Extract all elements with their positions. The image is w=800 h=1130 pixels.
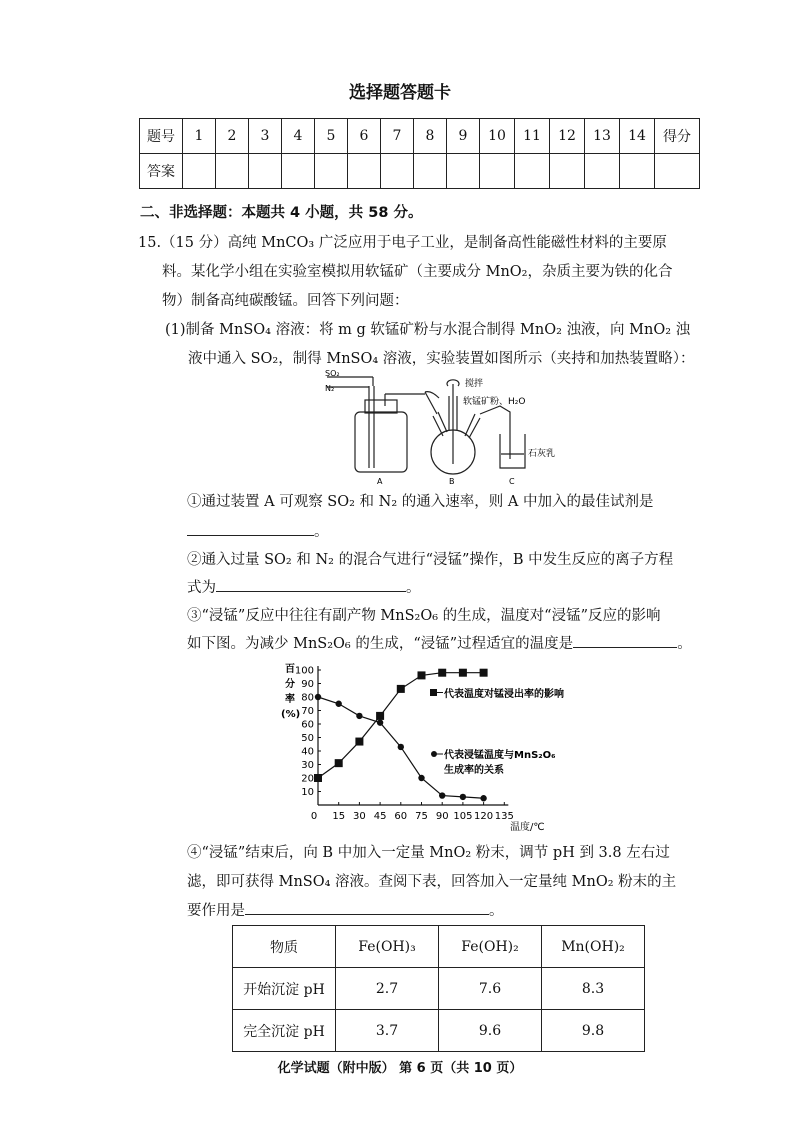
ph-cell: 8.3 bbox=[542, 968, 645, 1010]
x-tick-label: 45 bbox=[373, 811, 387, 822]
n2-label: N₂ bbox=[325, 384, 335, 393]
answer-cell[interactable] bbox=[414, 154, 447, 189]
x-tick-label: 75 bbox=[415, 811, 428, 822]
answer-cell[interactable] bbox=[381, 154, 414, 189]
y-tick-label: 60 bbox=[301, 719, 314, 731]
sub1-line: ①通过装置 A 可观察 SO₂ 和 N₂ 的通入速率，则 A 中加入的最佳试剂是 bbox=[187, 494, 654, 510]
question-number: 4 bbox=[282, 119, 315, 154]
sub1-answer-line bbox=[187, 521, 329, 542]
sub2-prefix: 式为 bbox=[187, 580, 216, 596]
question-number: 12 bbox=[550, 119, 585, 154]
label-b: B bbox=[449, 477, 455, 486]
row-label-answer: 答案 bbox=[140, 154, 183, 189]
answer-cell[interactable] bbox=[348, 154, 381, 189]
sub3-answer-line bbox=[187, 633, 692, 654]
score-cell[interactable] bbox=[655, 154, 700, 189]
data-point-square bbox=[314, 774, 322, 782]
data-point-circle bbox=[315, 694, 321, 700]
y-axis-label-4: (%) bbox=[281, 709, 301, 720]
y-axis-label-2: 分 bbox=[285, 679, 295, 690]
page-footer: 化学试题（附中版） 第 6 页（共 10 页） bbox=[277, 1061, 523, 1076]
question-number: 14 bbox=[620, 119, 655, 154]
label-c: C bbox=[509, 477, 515, 486]
data-point-circle bbox=[336, 701, 342, 707]
data-point-circle bbox=[377, 719, 383, 725]
answer-cell[interactable] bbox=[550, 154, 585, 189]
x-tick-label: 60 bbox=[394, 811, 408, 822]
sub2-answer-line bbox=[187, 577, 421, 598]
data-point-circle bbox=[398, 744, 404, 750]
answer-cell[interactable] bbox=[282, 154, 315, 189]
sub4-line: ④“浸锰”结束后，向 B 中加入一定量 MnO₂ 粉末，调节 pH 到 3.8 左右过 bbox=[187, 845, 670, 861]
answer-cell[interactable] bbox=[515, 154, 550, 189]
row-label-number: 题号 bbox=[140, 119, 183, 154]
question-number: 11 bbox=[515, 119, 550, 154]
q15-intro-line: 料。某化学小组在实验室模拟用软锰矿（主要成分 MnO₂，杂质主要为铁的化合 bbox=[162, 264, 673, 280]
ph-cell: 9.6 bbox=[439, 1010, 542, 1052]
ore-label: 软锰矿粉、H₂O bbox=[463, 397, 526, 407]
x-tick-label: 15 bbox=[332, 811, 346, 822]
sub4-blank[interactable] bbox=[245, 900, 489, 915]
y-tick-label: 70 bbox=[301, 706, 314, 717]
data-point-circle bbox=[418, 775, 424, 781]
answer-cell[interactable] bbox=[447, 154, 480, 189]
x-tick-label: 120 bbox=[474, 811, 494, 822]
data-point-square bbox=[376, 712, 384, 720]
q15-intro-line: 物）制备高纯碳酸锰。回答下列问题： bbox=[162, 293, 409, 309]
section-heading: 二、非选择题：本题共 4 小题，共 58 分。 bbox=[140, 205, 423, 221]
sub3-end: 。 bbox=[677, 636, 692, 652]
y-tick-label: 100 bbox=[294, 665, 314, 677]
data-point-square bbox=[438, 669, 446, 677]
answer-cell[interactable] bbox=[480, 154, 515, 189]
ph-cell: 7.6 bbox=[439, 968, 542, 1010]
y-tick-label: 20 bbox=[301, 773, 314, 785]
question-number: 10 bbox=[480, 119, 515, 154]
beaker-c bbox=[500, 434, 525, 468]
ph-cell: 2.7 bbox=[336, 968, 439, 1010]
x-tick-label: 0 bbox=[310, 811, 318, 822]
sub1-blank[interactable] bbox=[187, 521, 314, 536]
data-point-square bbox=[480, 669, 488, 677]
answer-cell[interactable] bbox=[216, 154, 249, 189]
legend-circle-marker bbox=[431, 751, 437, 757]
data-point-circle bbox=[480, 795, 486, 801]
ph-table bbox=[232, 925, 645, 1052]
answer-cell[interactable] bbox=[249, 154, 282, 189]
data-point-circle bbox=[439, 792, 445, 798]
answer-cell[interactable] bbox=[585, 154, 620, 189]
ph-header: 物质 bbox=[233, 926, 336, 968]
sub4-end: 。 bbox=[489, 903, 504, 919]
page-title: 选择题答题卡 bbox=[349, 83, 451, 103]
sub1-end: 。 bbox=[314, 524, 329, 540]
q15-intro-line: 15.（15 分）高纯 MnCO₃ 广泛应用于电子工业，是制备高性能磁性材料的主要原 bbox=[138, 235, 667, 251]
sub3-prefix: 如下图。为减少 MnS₂O₆ 的生成，“浸锰”过程适宜的温度是 bbox=[187, 636, 574, 652]
ph-cell: 完全沉淀 pH bbox=[233, 1010, 336, 1052]
sub2-line: ②通入过量 SO₂ 和 N₂ 的混合气进行“浸锰”操作，B 中发生反应的离子方程 bbox=[187, 552, 674, 568]
data-point-square bbox=[397, 685, 405, 693]
ph-cell: 开始沉淀 pH bbox=[233, 968, 336, 1010]
stir-label: 搅拌 bbox=[465, 379, 484, 389]
ph-header: Fe(OH)₂ bbox=[439, 926, 542, 968]
y-tick-label: 30 bbox=[301, 760, 314, 771]
question-number: 9 bbox=[447, 119, 480, 154]
temperature-chart bbox=[270, 660, 610, 835]
question-number: 2 bbox=[216, 119, 249, 154]
data-point-square bbox=[335, 759, 343, 767]
question-number: 5 bbox=[315, 119, 348, 154]
x-axis-label: 温度/℃ bbox=[510, 822, 545, 833]
sub2-blank[interactable] bbox=[216, 577, 406, 592]
legend-circle-text-1: 代表浸锰温度与MnS₂O₆ bbox=[444, 750, 556, 761]
question-number: 7 bbox=[381, 119, 414, 154]
answer-cell[interactable] bbox=[183, 154, 216, 189]
part1-line: 液中通入 SO₂，制得 MnSO₄ 溶液，实验装置如图所示（夹持和加热装置略）： bbox=[188, 351, 695, 367]
data-point-square bbox=[418, 671, 426, 679]
answer-cell[interactable] bbox=[620, 154, 655, 189]
answer-cell[interactable] bbox=[315, 154, 348, 189]
part1-line: (1)制备 MnSO₄ 溶液：将 m g 软锰矿粉与水混合制得 MnO₂ 浊液，向 MnO₂ 浊 bbox=[165, 322, 691, 338]
apparatus-diagram bbox=[325, 364, 570, 486]
question-number: 13 bbox=[585, 119, 620, 154]
ph-header: Mn(OH)₂ bbox=[542, 926, 645, 968]
label-a: A bbox=[377, 477, 383, 486]
bottle-a bbox=[355, 412, 407, 472]
y-tick-label: 90 bbox=[301, 679, 314, 690]
x-tick-label: 90 bbox=[435, 811, 449, 822]
sub3-line: ③“浸锰”反应中往往有副产物 MnS₂O₆ 的生成，温度对“浸锰”反应的影响 bbox=[187, 608, 661, 624]
so2-label: SO₂ bbox=[325, 369, 340, 378]
data-point-square bbox=[355, 738, 363, 746]
y-axis-label-1: 百 bbox=[285, 664, 295, 675]
question-number: 3 bbox=[249, 119, 282, 154]
sub3-blank[interactable] bbox=[573, 633, 677, 648]
legend-square-marker bbox=[430, 689, 437, 696]
y-axis-label-3: 率 bbox=[285, 694, 295, 705]
legend-square-text: 代表温度对锰浸出率的影响 bbox=[444, 689, 564, 700]
answer-card-table bbox=[139, 118, 700, 189]
question-number: 8 bbox=[414, 119, 447, 154]
lime-label: 石灰乳 bbox=[528, 449, 556, 459]
data-point-square bbox=[459, 669, 467, 677]
sub4-prefix: 要作用是 bbox=[187, 903, 245, 919]
question-number: 6 bbox=[348, 119, 381, 154]
x-tick-label: 30 bbox=[353, 811, 366, 822]
score-label: 得分 bbox=[655, 119, 700, 154]
bottle-a-stopper bbox=[365, 400, 397, 413]
y-tick-label: 50 bbox=[301, 733, 314, 744]
sub2-end: 。 bbox=[406, 580, 421, 596]
x-tick-label: 135 bbox=[494, 811, 514, 822]
y-tick-label: 80 bbox=[301, 692, 314, 704]
x-tick-label: 105 bbox=[453, 811, 473, 822]
ph-cell: 3.7 bbox=[336, 1010, 439, 1052]
y-tick-label: 40 bbox=[301, 746, 314, 758]
sub4-line: 滤，即可获得 MnSO₄ 溶液。查阅下表，回答加入一定量纯 MnO₂ 粉末的主 bbox=[187, 874, 677, 890]
legend-circle-text-2: 生成率的关系 bbox=[444, 765, 504, 776]
data-point-circle bbox=[356, 713, 362, 719]
y-tick-label: 10 bbox=[301, 787, 314, 798]
data-point-circle bbox=[460, 794, 466, 800]
sub4-answer-line bbox=[187, 900, 504, 921]
question-number: 1 bbox=[183, 119, 216, 154]
ph-header: Fe(OH)₃ bbox=[336, 926, 439, 968]
ph-cell: 9.8 bbox=[542, 1010, 645, 1052]
